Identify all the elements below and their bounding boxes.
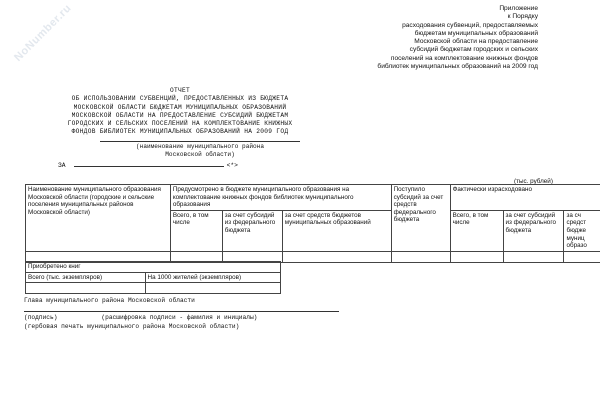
report-title: ОТЧЕТ xyxy=(169,87,191,94)
appendix-line: бюджетам муниципальных образований xyxy=(414,29,538,37)
report-title-line: МОСКОВСКОЙ ОБЛАСТИ НА ПРЕДОСТАВЛЕНИЕ СУБСИДИЙ БЮДЖЕТАМ xyxy=(71,111,289,119)
table-row xyxy=(26,283,281,294)
municipality-name-line xyxy=(100,141,300,142)
table-cell[interactable] xyxy=(391,251,450,262)
units-label: (тыс. рублей) xyxy=(514,178,553,185)
appendix-line: Приложение xyxy=(499,5,538,12)
books-per-1000-label: На 1000 жителей (экземпляров) xyxy=(145,272,280,283)
table-cell[interactable] xyxy=(450,251,503,262)
head-label: Глава муниципального района Московской области xyxy=(24,297,195,304)
table-cell[interactable] xyxy=(26,283,146,294)
appendix-line: к Порядку xyxy=(507,13,538,21)
period-prefix: ЗА xyxy=(58,162,66,169)
table-cell[interactable] xyxy=(145,283,280,294)
table-cell[interactable] xyxy=(503,251,564,262)
col-planned-total: Всего, в том числе xyxy=(170,210,222,251)
watermark: NoNumber.ru xyxy=(12,2,74,64)
appendix-line: субсидий бюджетам городских и сельских xyxy=(409,46,538,54)
appendix-line: поселений на комплектование книжных фондов xyxy=(390,54,538,62)
books-header: Приобретено книг xyxy=(26,262,281,273)
col-municipality-header: Наименование муниципального образования Московской области (городские и сельские поселения муниципальных районов Московской области) xyxy=(26,185,171,252)
signature-line xyxy=(24,311,339,312)
col-actual-total: Всего, в том числе xyxy=(450,210,503,251)
col-received-header: Поступило субсидий за счет средств федерального бюджета xyxy=(391,185,450,252)
signature-captions xyxy=(24,314,257,321)
appendix-line: библиотек муниципальных образований на 2009 год xyxy=(377,63,538,71)
col-planned-municipal: за счет средств бюджетов муниципальных образований xyxy=(282,210,391,251)
report-table xyxy=(25,184,600,263)
report-heading xyxy=(50,87,310,137)
col-planned-federal: за счет субсидий из федерального бюджета xyxy=(222,210,282,251)
col-planned-header: Предусмотрено в бюджете муниципального образования на комплектование книжных фондов библиотек муниципального образования xyxy=(170,185,391,211)
appendix-block xyxy=(328,5,538,71)
municipality-caption-2: Московской области) xyxy=(165,151,235,158)
col-actual-federal: за счет субсидий из федерального бюджета xyxy=(503,210,564,251)
signature-caption: (подпись) xyxy=(24,314,58,321)
col-actual-header: Фактически израсходовано xyxy=(450,185,600,211)
report-title-line: МОСКОВСКОЙ ОБЛАСТИ БЮДЖЕТАМ МУНИЦИПАЛЬНЫХ ОБРАЗОВАНИЙ xyxy=(73,103,287,111)
books-total-label: Всего (тыс. экземпляров) xyxy=(26,272,146,283)
table-cell[interactable] xyxy=(564,251,600,262)
period-row xyxy=(58,160,238,169)
decoding-caption: (расшифровка подписи - фамилия и инициалы) xyxy=(101,314,258,321)
municipality-name-field xyxy=(100,141,300,159)
report-title-line: ОБ ИСПОЛЬЗОВАНИИ СУБВЕНЦИЙ, ПРЕДОСТАВЛЕННЫХ ИЗ БЮДЖЕТА xyxy=(71,95,289,103)
table-cell[interactable] xyxy=(282,251,391,262)
appendix-line: Московской области на предоставление xyxy=(414,38,538,46)
seal-caption: (гербовая печать муниципального района Московской области) xyxy=(24,323,240,330)
report-title-line: ГОРОДСКИХ И СЕЛЬСКИХ ПОСЕЛЕНИЙ НА КОМПЛЕКТОВАНИЕ КНИЖНЫХ xyxy=(67,120,293,128)
municipality-caption: (наименование муниципального района xyxy=(136,143,264,150)
report-title-line: ФОНДОВ БИБЛИОТЕК МУНИЦИПАЛЬНЫХ ОБРАЗОВАНИЙ НА 2009 ГОД xyxy=(71,128,289,136)
period-footnote: <*> xyxy=(226,162,238,169)
books-table xyxy=(25,261,281,294)
col-actual-municipal: за сч средст бюдже муниц образо xyxy=(564,210,600,251)
period-field xyxy=(74,160,224,167)
appendix-line: расходования субвенций, предоставляемых xyxy=(402,21,538,29)
